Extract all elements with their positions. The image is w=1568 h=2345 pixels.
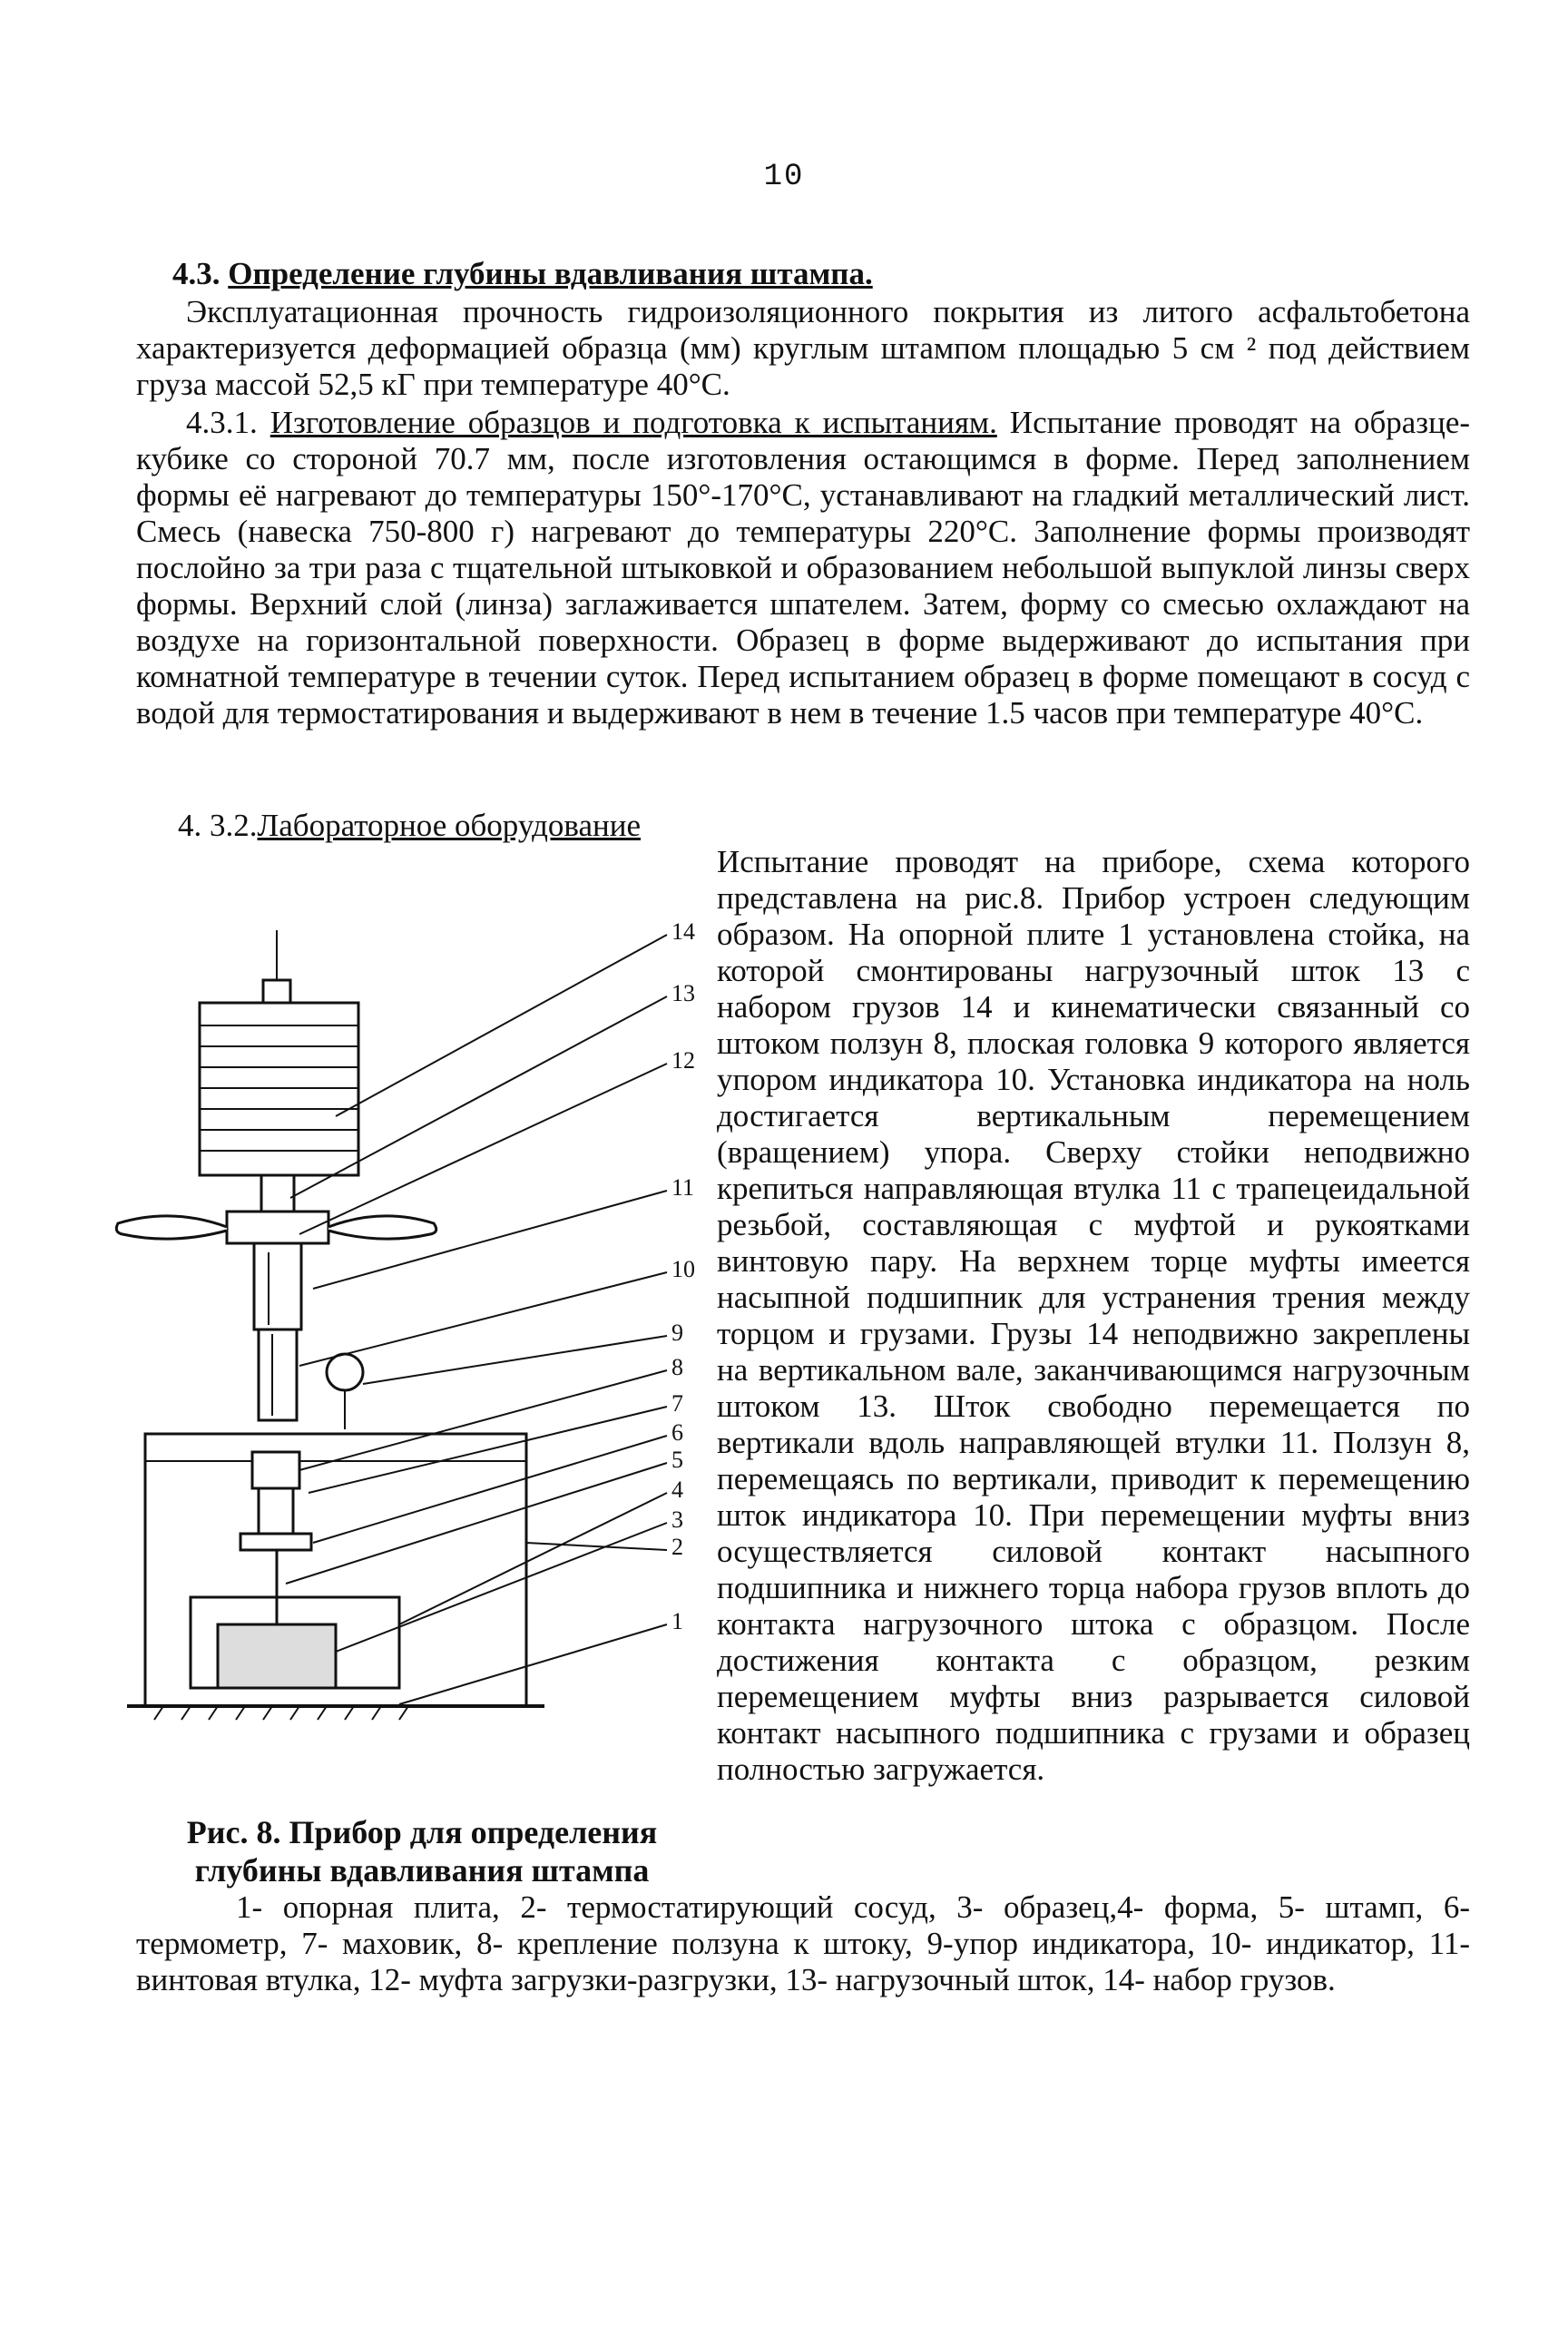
figure-label: 8 <box>671 1354 683 1380</box>
apparatus-figure <box>91 908 708 1770</box>
figure-label: 7 <box>671 1390 683 1417</box>
apparatus-drawing <box>91 908 708 1770</box>
figure-label: 6 <box>671 1419 683 1446</box>
threaded-rod <box>261 1175 294 1212</box>
indicator-dial <box>327 1354 363 1390</box>
section-heading <box>172 256 873 292</box>
subsection-number: 4. 3.2. <box>178 808 258 843</box>
section-title: Определение глубины вдавливания штампа. <box>228 256 873 291</box>
figure-label: 13 <box>671 980 695 1006</box>
subsection-text: Испытание проводят на образце-кубике со стороной 70.7 мм, после изготовления остающимся в форме. Перед заполнением формы её нагревают до температуры 150°-170°С, устанавливают на гладкий металлический лист. Смесь (навеска 750-800 г) нагревают до температуры 220°С. Заполнение формы производят послойно за три раза с тщательной штыковкой и образованием небольшой выпуклой линзы сверх формы. Верхний слой (линза) заглаживается шпателем. Затем, форму со смесью охлаждают на воздухе на горизонтальной поверхности. Образец в форме выдерживают до испытания при комнатной температуре в течении суток. Перед испытанием образец в форме помещают в сосуд с водой для термостатирования и выдерживают в нем в течение 1.5 часов при температуре 40°С. <box>136 405 1471 731</box>
subsection-equipment-heading <box>178 808 641 844</box>
page-number: 10 <box>763 160 805 194</box>
figure-label: 2 <box>671 1534 683 1560</box>
intro-paragraph: Эксплуатационная прочность гидроизоляционного покрытия из литого асфальтобетона характеризуется деформацией образца (мм) круглым штампом площадью 5 см ² под действием груза массой 52,5 кГ при температуре 40°С. <box>136 294 1470 402</box>
figure-label: 3 <box>671 1506 683 1533</box>
figure-label: 10 <box>671 1256 695 1282</box>
equipment-description: Испытание проводят на приборе, схема которого представлена на рис.8. Прибор устроен следующим образом. На опорной плите 1 установлена стойка, на которой смонтированы нагрузочный шток 13 с набором грузов 14 и кинематически связанный со штоком ползун 8, плоская головка 9 которого является упором индикатора 10. Установка индикатора на ноль достигается вертикальным перемещением (вращением) упора. Сверху стойки неподвижно крепиться направляющая втулка 11 с трапецеидальной резьбой, составляющая с муфтой и рукоятками винтовую пару. На верхнем торце муфты имеется насыпной подшипник для устранения трения между торцом и грузами. Грузы 14 неподвижно закреплены на вертикальном вале, заканчивающимся нагрузочным штоком 13. Шток свободно перемещается по вертикали вдоль направляющей втулки 11. Ползун 8, перемещаясь по вертикали, приводит к перемещению шток индикатора 10. При перемещении муфты вниз осуществляется силовой контакт насыпного подшипника и нижнего торца набора грузов вплоть до контакта нагрузочного штока с образцом. После достижения контакта с образцом, резким перемещением муфты вниз разрывается силовой контакт насыпного подшипника с грузами и образец полностью загружается. <box>717 844 1470 1787</box>
guide-sleeve <box>254 1243 301 1329</box>
figure-label: 14 <box>671 918 695 945</box>
figure-caption <box>136 1813 708 1889</box>
figure-label: 5 <box>671 1447 683 1473</box>
figure-label: 12 <box>671 1047 695 1074</box>
subsection-title: Лабораторное оборудование <box>257 808 642 843</box>
subsection-number: 4.3.1. <box>186 405 258 440</box>
figure-label: 4 <box>671 1477 683 1503</box>
handle-right <box>328 1216 436 1239</box>
subsection-title: Изготовление образцов и подготовка к испытаниям. <box>270 405 997 440</box>
figure-legend: 1- опорная плита, 2- термостатирующий сосуд, 3- образец,4- форма, 5- штамп, 6- термометр, 7- маховик, 8- крепление ползуна к штоку, 9-упор индикатора, 10- индикатор, 11- винтовая втулка, 12- муфта загрузки-разгрузки, 13- нагрузочный шток, 14- набор грузов. <box>136 1889 1470 1997</box>
caption-line: глубины вдавливания штампа <box>194 1852 650 1889</box>
subsection-sample-preparation <box>136 405 1470 731</box>
figure-label: 11 <box>671 1174 695 1201</box>
figure-label: 9 <box>671 1320 683 1346</box>
section-number: 4.3. <box>172 256 220 291</box>
load-stem <box>259 1329 297 1420</box>
caption-line: Рис. 8. Прибор для определения <box>186 1814 658 1850</box>
sample <box>218 1624 336 1688</box>
figure-label: 1 <box>671 1608 683 1634</box>
handle-left <box>116 1216 227 1239</box>
